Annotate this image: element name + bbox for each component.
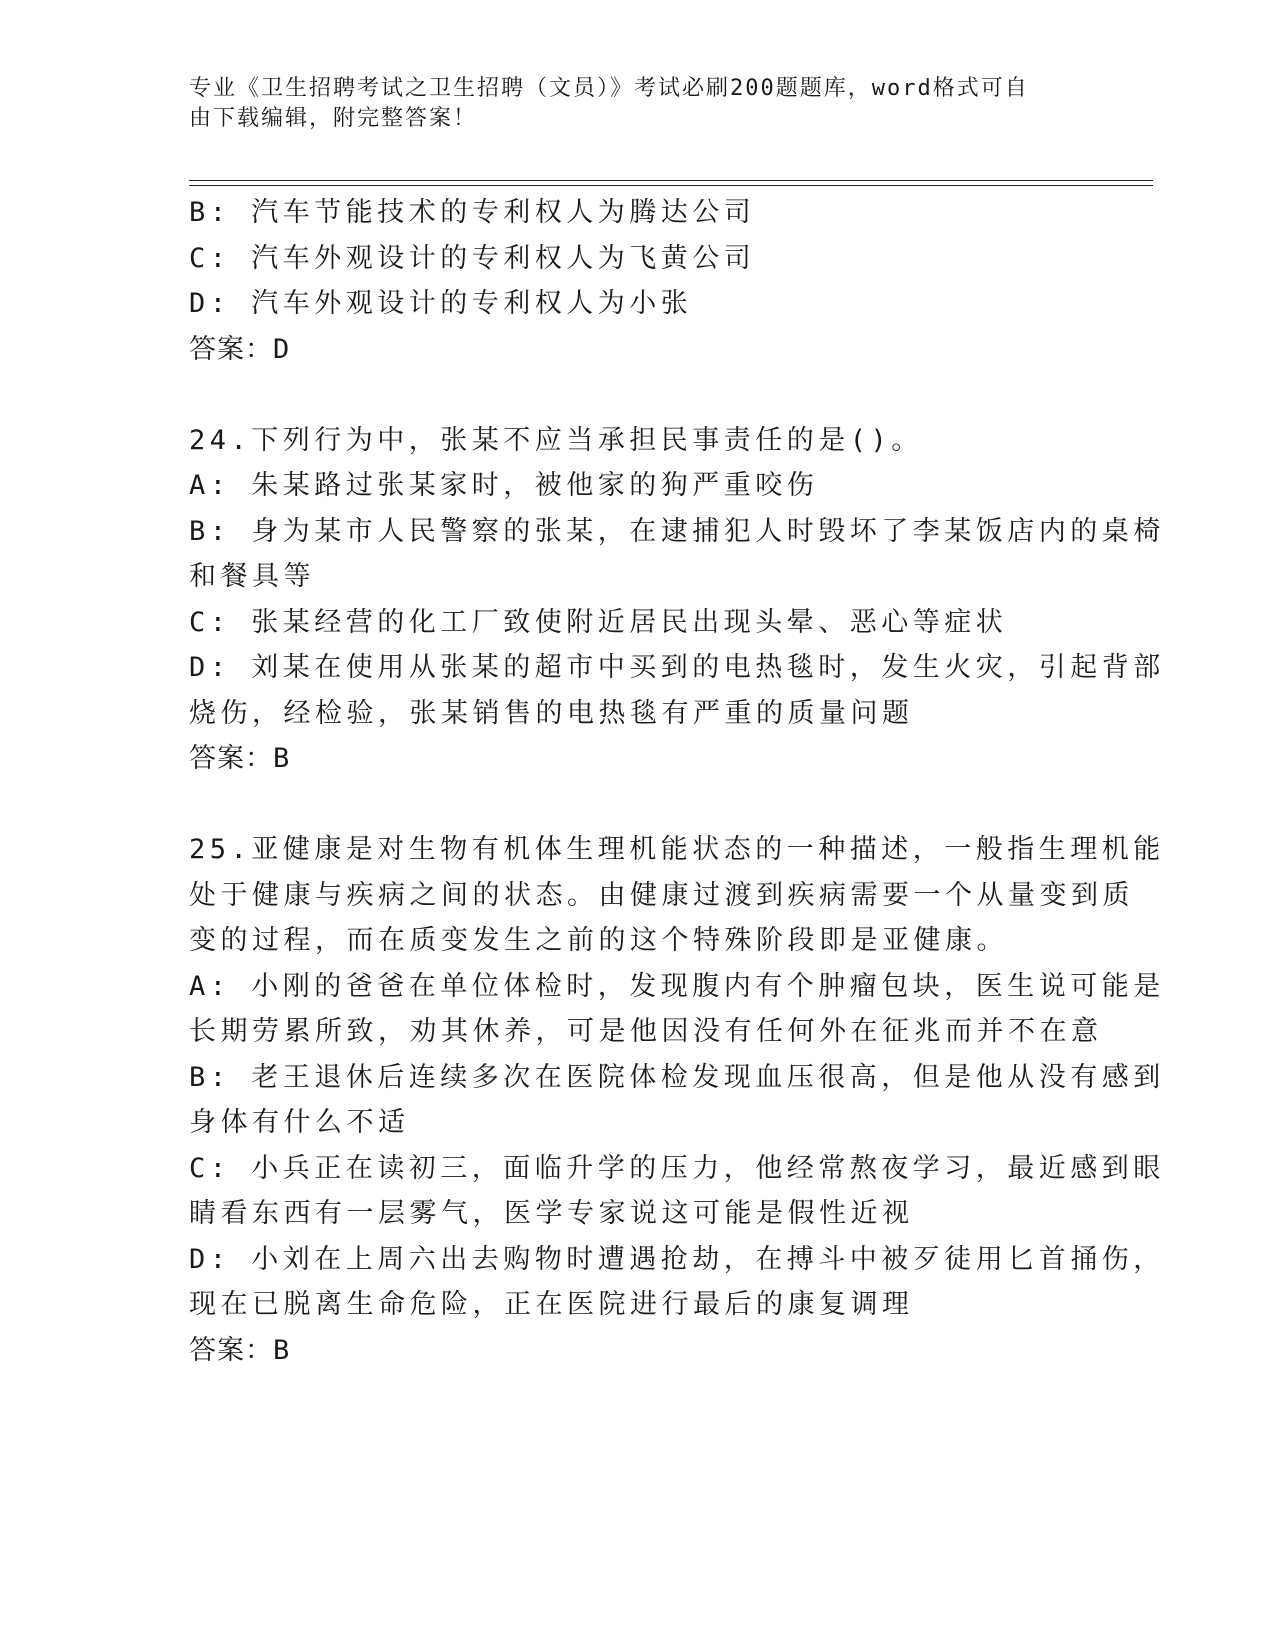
question-stem: 25.亚健康是对生物有机体生理机能状态的一种描述，一般指生理机能	[189, 834, 1165, 865]
question-stem: 24.下列行为中，张某不应当承担民事责任的是()。	[189, 424, 923, 456]
option-c: C: 汽车外观设计的专利权人为飞黄公司	[189, 242, 756, 274]
answer: 答案：D	[189, 333, 291, 365]
question-24	[189, 418, 1165, 782]
question-stem-continued: 处于健康与疾病之间的状态。由健康过渡到疾病需要一个从量变到质	[189, 879, 1134, 911]
header-divider	[189, 185, 1153, 186]
option-b-continued: 和餐具等	[189, 561, 315, 592]
document-body	[189, 190, 1165, 1373]
option-d: D: 小刘在上周六出去购物时遭遇抢劫，在搏斗中被歹徒用匕首捅伤，	[189, 1243, 1165, 1275]
option-b: B: 汽车节能技术的专利权人为腾达公司	[189, 197, 756, 228]
option-b: B: 老王退休后连续多次在医院体检发现血压很高，但是他从没有感到	[189, 1061, 1165, 1093]
header-line: 专业《卫生招聘考试之卫生招聘（文员）》考试必刷200题题库，word格式可自	[189, 76, 1029, 101]
header-line: 由下载编辑，附完整答案！	[189, 106, 478, 131]
spacer	[189, 372, 1069, 418]
option-d: D: 汽车外观设计的专利权人为小张	[189, 288, 693, 319]
option-d-continued: 现在已脱离生命危险，正在医院进行最后的康复调理	[189, 1289, 914, 1320]
option-c: C: 张某经营的化工厂致使附近居民出现头晕、恶心等症状	[189, 606, 1008, 638]
document-header	[189, 74, 1069, 134]
option-a: A: 朱某路过张某家时，被他家的狗严重咬伤	[189, 470, 819, 501]
option-a: A: 小刚的爸爸在单位体检时，发现腹内有个肿瘤包块，医生说可能是	[189, 970, 1165, 1002]
spacer	[189, 782, 1069, 828]
option-d-continued: 烧伤，经检验，张某销售的电热毯有严重的质量问题	[189, 697, 914, 729]
question-25	[189, 827, 1165, 1373]
option-c: C: 小兵正在读初三，面临升学的压力，他经常熬夜学习，最近感到眼	[189, 1152, 1165, 1184]
answer: 答案：B	[189, 743, 291, 774]
question-stem-continued: 变的过程，而在质变发生之前的这个特殊阶段即是亚健康。	[189, 925, 1008, 956]
option-b: B: 身为某市人民警察的张某，在逮捕犯人时毁坏了李某饭店内的桌椅	[189, 515, 1165, 547]
answer: 答案：B	[189, 1334, 291, 1366]
question-23	[189, 190, 1069, 372]
header-divider	[189, 180, 1153, 181]
option-b-continued: 身体有什么不适	[189, 1107, 410, 1138]
option-c-continued: 睛看东西有一层雾气，医学专家说这可能是假性近视	[189, 1198, 914, 1229]
option-d: D: 刘某在使用从张某的超市中买到的电热毯时，发生火灾，引起背部	[189, 652, 1165, 683]
option-a-continued: 长期劳累所致，劝其休养，可是他因没有任何外在征兆而并不在意	[189, 1016, 1103, 1047]
